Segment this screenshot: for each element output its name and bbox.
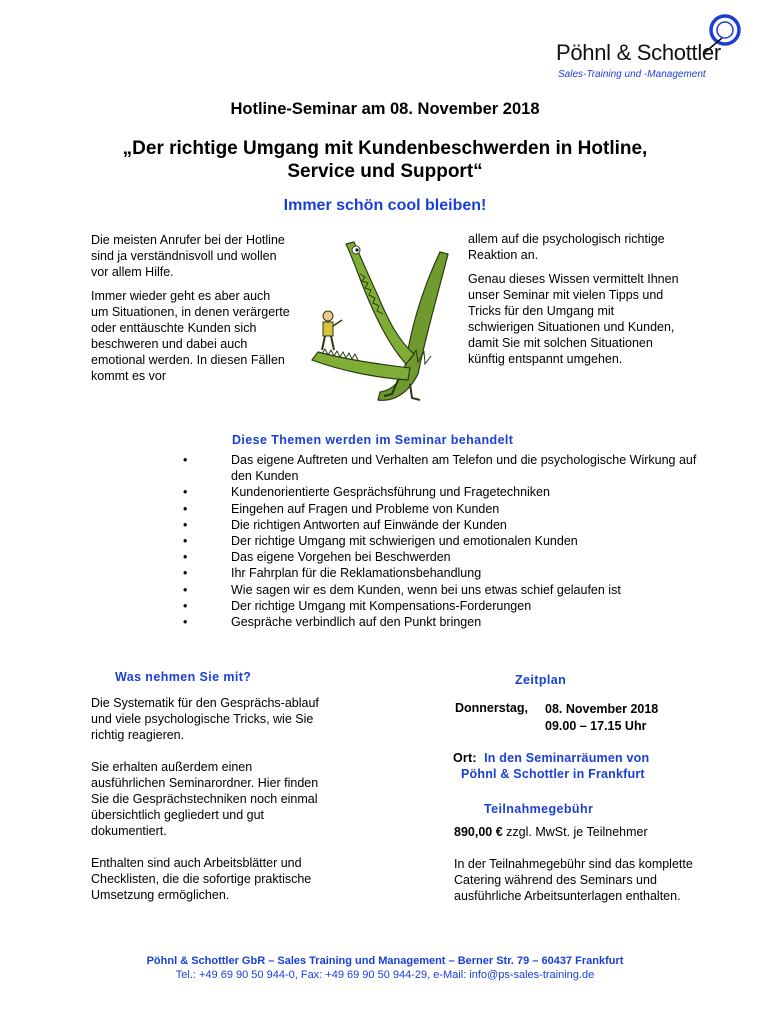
title-line-1: „Der richtige Umgang mit Kundenbeschwerden in Hotline,	[122, 138, 648, 159]
topics-list	[180, 452, 700, 630]
takeaways-column	[91, 695, 321, 919]
list-item: • Gespräche verbindlich auf den Punkt bringen	[183, 615, 482, 630]
bullet-icon: •	[183, 598, 188, 613]
fee-amount-line	[454, 825, 648, 839]
logo-name: Pöhnl & Schottler	[556, 40, 721, 65]
seminar-date-heading: Hotline-Seminar am 08. November 2018	[230, 100, 540, 118]
list-item: • Ihr Fahrplan für die Reklamationsbehandlung	[183, 566, 482, 581]
bullet-icon: •	[183, 453, 188, 467]
list-item: • Kundenorientierte Gesprächsführung und Fragetechniken	[183, 485, 550, 500]
bullet-icon: •	[183, 550, 188, 565]
list-item: • Das eigene Vorgehen bei Beschwerden	[183, 550, 451, 565]
bullet-icon: •	[183, 501, 188, 516]
list-item: • Wie sagen wir es dem Kunden, wenn bei uns etwas schief gelaufen ist	[183, 582, 621, 597]
takeaways-heading: Was nehmen Sie mit?	[115, 670, 252, 684]
takeaways-paragraph-2: Sie erhalten außerdem einen ausführlichen Seminarordner. Hier finden Sie die Gesprächstechniken noch einmal übersichtlich gegliedert und gut dokumentiert.	[91, 760, 319, 838]
intro-left-paragraph-2: Immer wieder geht es aber auch um Situationen, in denen verärgerte oder enttäuschte Kunden sich beschweren und dabei auch emotional werden. In diesen Fällen kommt es vor	[91, 289, 290, 383]
title-line-2: Service und Support“	[287, 161, 483, 182]
schedule-day: Donnerstag,	[455, 701, 528, 715]
bullet-icon: •	[183, 615, 188, 630]
list-item: • Der richtige Umgang mit Kompensations-Forderungen	[183, 598, 532, 613]
fee-heading: Teilnahmegebühr	[484, 802, 594, 816]
list-item: • Eingehen auf Fragen und Probleme von Kunden	[183, 501, 500, 516]
location-label: Ort:	[453, 751, 477, 765]
intro-right-column	[468, 231, 683, 375]
bullet-icon: •	[183, 566, 188, 581]
list-item: • Das eigene Auftreten und Verhalten am Telefon und die psychologische Wirkung auf den Kunden	[183, 453, 697, 484]
list-item: • Der richtige Umgang mit schwierigen und emotionalen Kunden	[183, 534, 578, 549]
footer-contact: Tel.: +49 69 90 50 944-0, Fax: +49 69 90 50 944-29, e-Mail: info@ps-sales-training.de	[175, 969, 595, 981]
location-line-2: Pöhnl & Schottler in Frankfurt	[461, 767, 645, 781]
bullet-icon: •	[183, 534, 188, 549]
fee-amount-note: zzgl. MwSt. je Teilnehmer	[506, 825, 648, 839]
list-item: • Die richtigen Antworten auf Einwände der Kunden	[183, 517, 507, 532]
schedule-datetime	[545, 701, 658, 735]
takeaways-paragraph-3: Enthalten sind auch Arbeitsblätter und Checklisten, die die sofortige praktische Umsetzung ermöglichen.	[91, 856, 312, 902]
location	[453, 750, 713, 782]
bullet-icon: •	[183, 517, 188, 532]
schedule-heading: Zeitplan	[515, 673, 567, 687]
fee-note: In der Teilnahmegebühr sind das komplette Catering während des Seminars und ausführliche Arbeitsunterlagen enthalten.	[454, 857, 693, 903]
bullet-icon: •	[183, 582, 188, 597]
footer-company: Pöhnl & Schottler GbR – Sales Training und Management – Berner Str. 79 – 60437 Frankfurt	[146, 955, 624, 967]
topics-heading: Diese Themen werden im Seminar behandelt	[232, 433, 514, 447]
bullet-icon: •	[183, 485, 188, 500]
takeaways-paragraph-1: Die Systematik für den Gesprächs-ablauf und viele psychologische Tricks, wie Sie richtig reagieren.	[91, 696, 319, 742]
schedule-time: 09.00 – 17.15 Uhr	[545, 719, 647, 733]
intro-left-paragraph-1: Die meisten Anrufer bei der Hotline sind ja verständnisvoll und wollen vor allem Hilfe.	[91, 233, 285, 279]
page-subtitle: Immer schön cool bleiben!	[283, 197, 487, 214]
logo-tagline: Sales-Training und -Management	[558, 69, 706, 80]
schedule-date: 08. November 2018	[545, 702, 659, 716]
crocodile-cartoon-icon	[298, 234, 458, 406]
page-title	[60, 137, 710, 183]
fee-amount: 890,00 €	[454, 825, 503, 839]
intro-left-column	[91, 232, 291, 392]
location-line-1: In den Seminarräumen von	[484, 751, 650, 765]
intro-right-paragraph-2: Genau dieses Wissen vermittelt Ihnen unser Seminar mit vielen Tipps und Tricks für den Umgang mit schwierigen Situationen und Kunden, damit Sie mit solchen Situationen künftig entspannt umgehen.	[468, 272, 679, 366]
intro-right-paragraph-1: allem auf die psychologisch richtige Reaktion an.	[468, 232, 665, 262]
